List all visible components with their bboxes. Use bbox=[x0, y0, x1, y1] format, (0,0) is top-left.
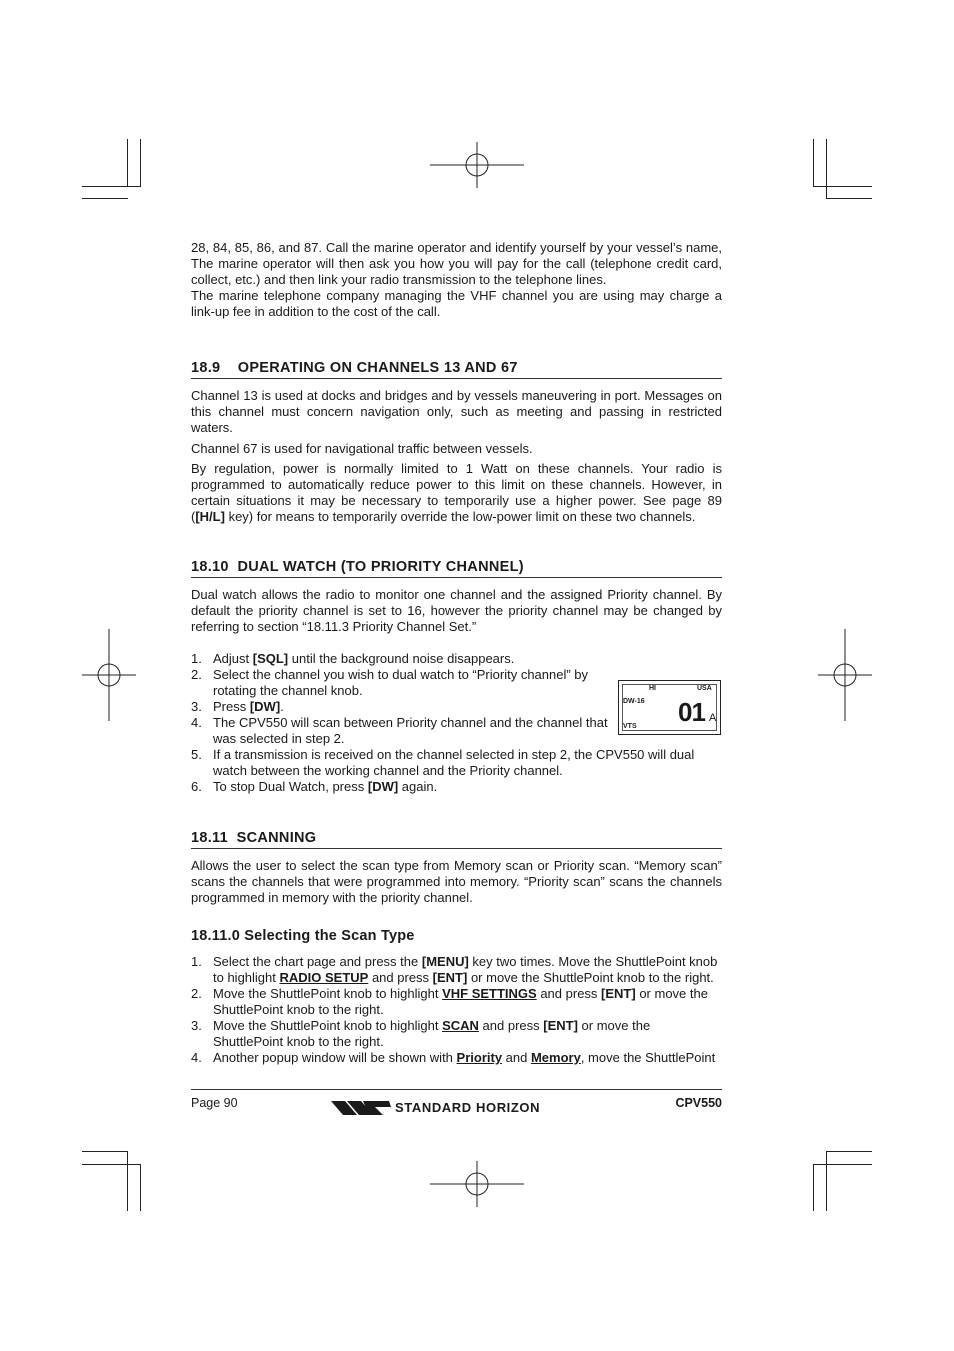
intro-paragraph-2: The marine telephone company managing the VHF channel you are using may charge a link-up fee in addition to the cost of the call. bbox=[191, 288, 722, 319]
list-item: 3. Press [DW]. bbox=[191, 699, 284, 714]
lcd-channel-number: 01 bbox=[678, 697, 705, 727]
page-content bbox=[191, 240, 722, 1066]
s1810-paragraph-1: Dual watch allows the radio to monitor one channel and the assigned Priority channel. By default the priority channel is set to 16, however the priority channel may be changed by referring to section “18.11.3 Priority Channel Set.” bbox=[191, 587, 722, 634]
brand-wave-icon bbox=[331, 1098, 391, 1118]
scan-type-steps bbox=[191, 954, 722, 1066]
subsection-heading-18-11-0: 18.11.0 Selecting the Scan Type bbox=[191, 928, 415, 944]
list-item: 5. If a transmission is received on the channel selected in step 2, the CPV550 will dual watch between the working channel and the Priority channel. bbox=[191, 747, 695, 778]
lcd-hi-label: HI bbox=[649, 685, 656, 692]
radio-lcd-display bbox=[618, 680, 721, 735]
lcd-usa-label: USA bbox=[697, 685, 712, 692]
section-heading-18-11: 18.11 SCANNING bbox=[191, 830, 722, 849]
list-item: 2. Select the channel you wish to dual watch to “Priority channel” by rotating the channel knob. bbox=[191, 667, 589, 698]
list-item: 4. The CPV550 will scan between Priority channel and the channel that was selected in step 2. bbox=[191, 715, 608, 746]
registration-mark-left bbox=[82, 629, 136, 721]
section-heading-18-9: 18.9 OPERATING ON CHANNELS 13 AND 67 bbox=[191, 360, 722, 379]
list-item: 4. Another popup window will be shown with Priority and Memory, move the ShuttlePoint bbox=[191, 1050, 716, 1065]
registration-mark-bottom bbox=[430, 1161, 524, 1207]
lcd-channel-suffix: A bbox=[709, 712, 717, 724]
s1811-paragraph-1: Allows the user to select the scan type from Memory scan or Priority scan. “Memory scan” scans the channels that were programmed into memory. “Priority scan” scans the channels programmed in memory with the priority channel. bbox=[191, 858, 722, 905]
model-name: CPV550 bbox=[675, 1096, 722, 1110]
list-item: 1. Select the chart page and press the [MENU] key two times. Move the ShuttlePoint knob to highlight RADIO SETUP and press [ENT] or move the ShuttlePoint knob to the right. bbox=[191, 954, 718, 985]
s189-paragraph-2: Channel 67 is used for navigational traffic between vessels. bbox=[191, 441, 533, 456]
list-item: 3. Move the ShuttlePoint knob to highlight SCAN and press [ENT] or move the ShuttlePoint knob to the right. bbox=[191, 1018, 651, 1049]
section-heading-18-10: 18.10 DUAL WATCH (TO PRIORITY CHANNEL) bbox=[191, 559, 722, 578]
brand-name: STANDARD HORIZON bbox=[395, 1100, 541, 1115]
lcd-vts-label: VTS bbox=[623, 723, 637, 730]
intro-paragraph-1: 28, 84, 85, 86, and 87. Call the marine operator and identify yourself by your vessel’s name, The marine operator will then ask you how you will pay for the call (telephone credit card, collect, etc.) and then link your radio transmission to the telephone lines. bbox=[191, 240, 722, 287]
registration-mark-top bbox=[430, 142, 524, 188]
page-footer bbox=[191, 1089, 722, 1115]
page-number: Page 90 bbox=[191, 1096, 238, 1110]
lcd-dw-label: DW-16 bbox=[623, 698, 645, 705]
list-item: 6. To stop Dual Watch, press [DW] again. bbox=[191, 779, 438, 794]
list-item: 1. Adjust [SQL] until the background noise disappears. bbox=[191, 651, 515, 666]
list-item: 2. Move the ShuttlePoint knob to highlight VHF SETTINGS and press [ENT] or move the ShuttlePoint knob to the right. bbox=[191, 986, 708, 1017]
registration-mark-right bbox=[818, 629, 872, 721]
s189-paragraph-3: By regulation, power is normally limited to 1 Watt on these channels. Your radio is programmed to automatically reduce power to this limit on these channels. However, in certain situations it may be necessary to temporarily use a higher power. See page 89 ([H/L] key) for means to temporarily override the low-power limit on these two channels. bbox=[191, 461, 722, 524]
s189-paragraph-1: Channel 13 is used at docks and bridges and by vessels maneuvering in port. Messages on this channel must concern navigation only, such as meeting and passing in restricted waters. bbox=[191, 388, 722, 435]
